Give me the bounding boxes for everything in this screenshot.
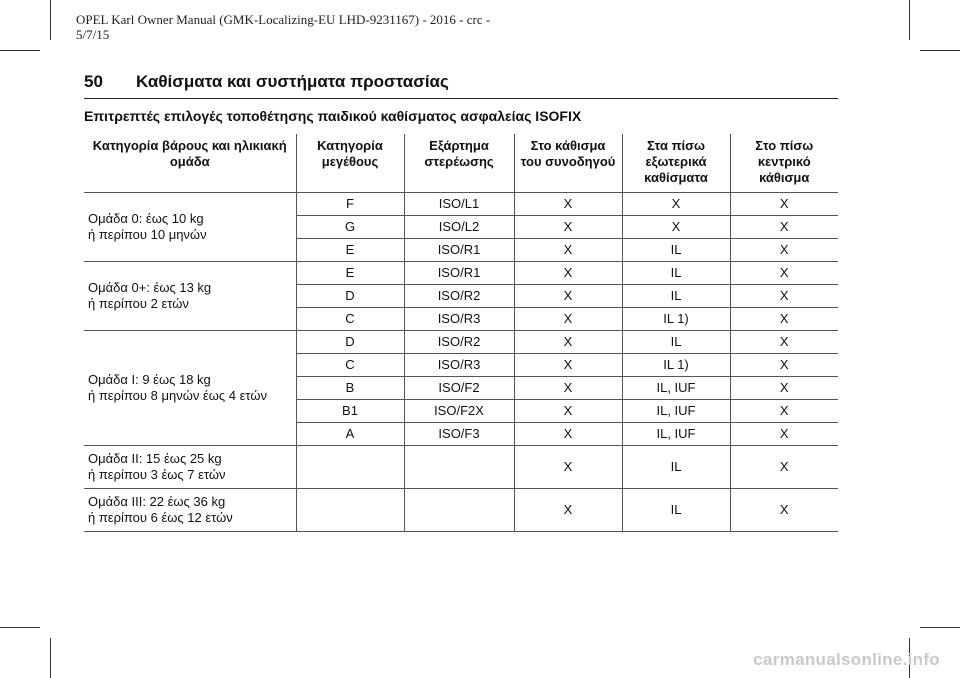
rear-outboard-cell: IL 1) bbox=[622, 354, 730, 377]
document-header: OPEL Karl Owner Manual (GMK-Localizing-EU LHD-9231167) - 2016 - crc - 5/7/15 bbox=[76, 12, 491, 42]
table-row bbox=[84, 489, 838, 532]
rear-center-cell: X bbox=[730, 423, 838, 446]
front-passenger-cell: X bbox=[514, 446, 622, 489]
front-passenger-cell: X bbox=[514, 239, 622, 262]
fixture-cell: ISO/F2X bbox=[404, 400, 514, 423]
front-passenger-cell: X bbox=[514, 285, 622, 308]
front-passenger-cell: X bbox=[514, 400, 622, 423]
rear-outboard-cell: X bbox=[622, 216, 730, 239]
size-class-cell: D bbox=[296, 285, 404, 308]
rear-outboard-cell: IL, IUF bbox=[622, 423, 730, 446]
fixture-cell: ISO/F2 bbox=[404, 377, 514, 400]
size-class-cell: E bbox=[296, 262, 404, 285]
crop-mark bbox=[0, 50, 40, 51]
fixture-cell: ISO/L1 bbox=[404, 193, 514, 216]
size-class-cell: E bbox=[296, 239, 404, 262]
fixture-cell: ISO/F3 bbox=[404, 423, 514, 446]
size-class-cell: F bbox=[296, 193, 404, 216]
rear-outboard-cell: IL bbox=[622, 331, 730, 354]
table-body bbox=[84, 193, 838, 532]
front-passenger-cell: X bbox=[514, 193, 622, 216]
rear-center-cell: X bbox=[730, 377, 838, 400]
crop-mark bbox=[50, 638, 51, 678]
fixture-cell bbox=[404, 446, 514, 489]
rear-center-cell: X bbox=[730, 446, 838, 489]
weight-group-cell: Ομάδα 0+: έως 13 kg ή περίπου 2 ετών bbox=[84, 262, 296, 331]
fixture-cell: ISO/R3 bbox=[404, 354, 514, 377]
rear-outboard-cell: IL 1) bbox=[622, 308, 730, 331]
table-header-row bbox=[84, 134, 838, 193]
weight-group-cell: Ομάδα III: 22 έως 36 kg ή περίπου 6 έως 12 ετών bbox=[84, 489, 296, 532]
table-row bbox=[84, 262, 838, 285]
rear-center-cell: X bbox=[730, 285, 838, 308]
rear-outboard-cell: X bbox=[622, 193, 730, 216]
column-header-rear-center: Στο πίσω κεντρικό κάθισμα bbox=[730, 134, 838, 193]
front-passenger-cell: X bbox=[514, 262, 622, 285]
column-header-weight-group: Κατηγορία βάρους και ηλικιακή ομάδα bbox=[84, 134, 296, 193]
column-header-rear-outboard: Στα πίσω εξωτερικά καθίσματα bbox=[622, 134, 730, 193]
rear-outboard-cell: IL, IUF bbox=[622, 400, 730, 423]
crop-mark bbox=[909, 0, 910, 40]
page-number: 50 bbox=[84, 72, 103, 91]
isofix-table bbox=[84, 134, 838, 532]
rear-outboard-cell: IL bbox=[622, 239, 730, 262]
fixture-cell bbox=[404, 489, 514, 532]
weight-group-cell: Ομάδα 0: έως 10 kg ή περίπου 10 μηνών bbox=[84, 193, 296, 262]
fixture-cell: ISO/R1 bbox=[404, 262, 514, 285]
weight-group-cell: Ομάδα I: 9 έως 18 kg ή περίπου 8 μηνών έως 4 ετών bbox=[84, 331, 296, 446]
crop-mark bbox=[920, 50, 960, 51]
heading-divider bbox=[84, 98, 838, 99]
rear-center-cell: X bbox=[730, 308, 838, 331]
front-passenger-cell: X bbox=[514, 423, 622, 446]
rear-outboard-cell: IL bbox=[622, 262, 730, 285]
front-passenger-cell: X bbox=[514, 377, 622, 400]
rear-outboard-cell: IL bbox=[622, 446, 730, 489]
crop-mark bbox=[920, 627, 960, 628]
rear-outboard-cell: IL, IUF bbox=[622, 377, 730, 400]
table-row bbox=[84, 446, 838, 489]
weight-group-cell: Ομάδα II: 15 έως 25 kg ή περίπου 3 έως 7 ετών bbox=[84, 446, 296, 489]
rear-center-cell: X bbox=[730, 239, 838, 262]
column-header-fixture: Εξάρτημα στερέωσης bbox=[404, 134, 514, 193]
rear-outboard-cell: IL bbox=[622, 489, 730, 532]
size-class-cell: D bbox=[296, 331, 404, 354]
rear-center-cell: X bbox=[730, 400, 838, 423]
front-passenger-cell: X bbox=[514, 489, 622, 532]
rear-center-cell: X bbox=[730, 193, 838, 216]
page-heading bbox=[84, 72, 838, 92]
column-header-size-class: Κατηγορία μεγέθους bbox=[296, 134, 404, 193]
size-class-cell: A bbox=[296, 423, 404, 446]
table-row bbox=[84, 331, 838, 354]
size-class-cell bbox=[296, 446, 404, 489]
fixture-cell: ISO/L2 bbox=[404, 216, 514, 239]
size-class-cell: B1 bbox=[296, 400, 404, 423]
rear-center-cell: X bbox=[730, 354, 838, 377]
table-row bbox=[84, 193, 838, 216]
fixture-cell: ISO/R1 bbox=[404, 239, 514, 262]
size-class-cell: B bbox=[296, 377, 404, 400]
fixture-cell: ISO/R3 bbox=[404, 308, 514, 331]
front-passenger-cell: X bbox=[514, 331, 622, 354]
rear-outboard-cell: IL bbox=[622, 285, 730, 308]
front-passenger-cell: X bbox=[514, 216, 622, 239]
crop-mark bbox=[50, 0, 51, 40]
front-passenger-cell: X bbox=[514, 308, 622, 331]
rear-center-cell: X bbox=[730, 489, 838, 532]
crop-mark bbox=[0, 627, 40, 628]
fixture-cell: ISO/R2 bbox=[404, 331, 514, 354]
size-class-cell: G bbox=[296, 216, 404, 239]
rear-center-cell: X bbox=[730, 262, 838, 285]
page-title: Καθίσματα και συστήματα προστασίας bbox=[136, 72, 449, 91]
size-class-cell: C bbox=[296, 354, 404, 377]
column-header-front-passenger: Στο κάθισμα του συνοδηγού bbox=[514, 134, 622, 193]
fixture-cell: ISO/R2 bbox=[404, 285, 514, 308]
front-passenger-cell: X bbox=[514, 354, 622, 377]
rear-center-cell: X bbox=[730, 216, 838, 239]
size-class-cell: C bbox=[296, 308, 404, 331]
watermark: carmanualsonline.info bbox=[753, 650, 940, 669]
table-title: Επιτρεπτές επιλογές τοποθέτησης παιδικού καθίσματος ασφαλείας ISOFIX bbox=[84, 108, 582, 124]
size-class-cell bbox=[296, 489, 404, 532]
rear-center-cell: X bbox=[730, 331, 838, 354]
